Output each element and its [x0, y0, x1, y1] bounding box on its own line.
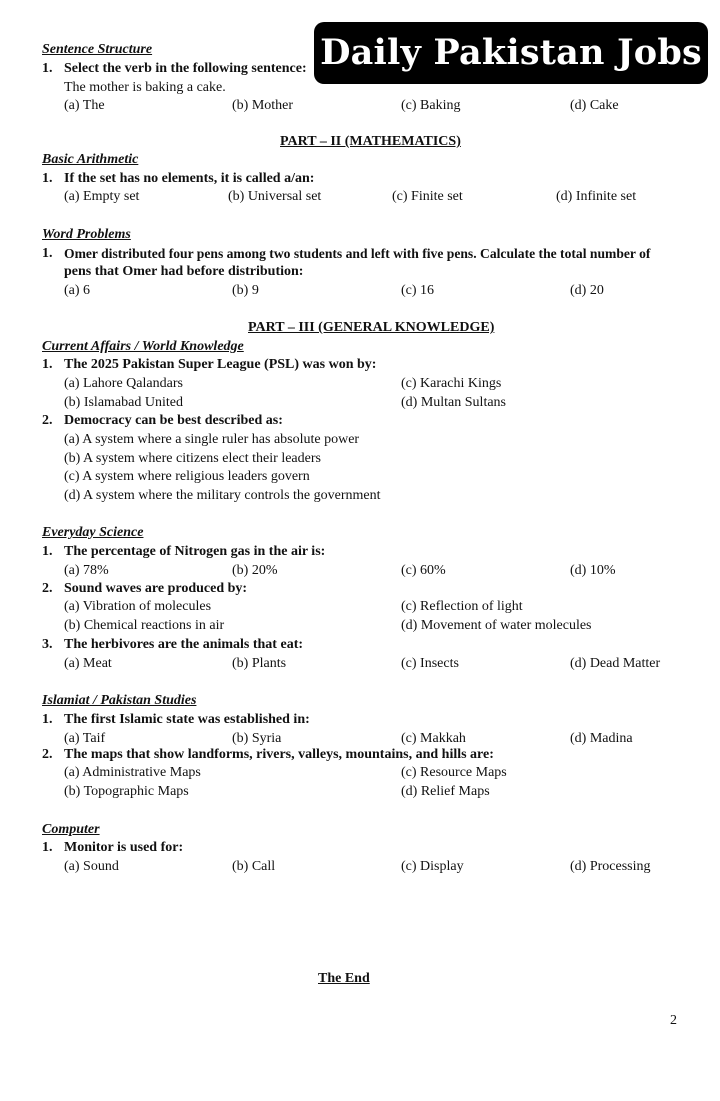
question-text: The maps that show landforms, rivers, valleys, mountains, and hills are: — [64, 747, 494, 762]
option-d: (d) Cake — [570, 98, 619, 113]
option-a: (a) Empty set — [64, 189, 140, 204]
option-a: (a) Lahore Qalandars — [64, 376, 183, 391]
question-number: 1. — [42, 357, 53, 372]
question-sentence: The mother is baking a cake. — [64, 80, 226, 95]
option-d: (d) Relief Maps — [401, 784, 490, 799]
question-number: 3. — [42, 637, 53, 652]
option-a: (a) Vibration of molecules — [64, 599, 212, 614]
option-d: (d) 10% — [570, 563, 616, 578]
option-b: (b) Islamabad United — [64, 395, 183, 410]
question-number: 2. — [42, 581, 53, 596]
part-title-general-knowledge: PART – III (GENERAL KNOWLEDGE) — [248, 320, 495, 335]
option-c: (c) Resource Maps — [401, 765, 507, 780]
question-number: 1. — [42, 712, 53, 727]
option-c: (c) Finite set — [392, 189, 463, 204]
option-b: (b) Plants — [232, 656, 287, 671]
option-c: (c) Baking — [401, 98, 461, 113]
section-heading-word-problems: Word Problems — [42, 227, 131, 242]
question-number: 1. — [42, 246, 53, 261]
option-a: (a) Taif — [64, 731, 106, 746]
question-text: The 2025 Pakistan Super League (PSL) was won by: — [64, 357, 377, 372]
question-text-line-2: pens that Omer had before distribution: — [64, 264, 304, 279]
option-d: (d) Processing — [570, 859, 651, 874]
question-text-line-1: Omer distributed four pens among two students and left with five pens. Calculate the total number of — [64, 246, 651, 261]
option-a: (a) The — [64, 98, 105, 113]
option-b: (b) Mother — [232, 98, 294, 113]
section-heading-everyday-science: Everyday Science — [42, 525, 144, 540]
option-d: (d) Infinite set — [556, 189, 637, 204]
option-c: (c) Makkah — [401, 731, 466, 746]
option-c: (c) Display — [401, 859, 464, 874]
option-c: (c) 16 — [401, 283, 435, 298]
question-number: 1. — [42, 61, 53, 76]
page-number: 2 — [670, 1013, 677, 1028]
option-c: (c) 60% — [401, 563, 446, 578]
question-text: If the set has no elements, it is called a/an: — [64, 171, 315, 186]
option-d: (d) A system where the military controls the government — [64, 488, 381, 503]
option-c: (c) Karachi Kings — [401, 376, 502, 391]
question-text: Select the verb in the following sentence: — [64, 61, 307, 76]
option-d: (d) Dead Matter — [570, 656, 661, 671]
option-a: (a) Meat — [64, 656, 112, 671]
question-number: 1. — [42, 840, 53, 855]
option-a: (a) 6 — [64, 283, 91, 298]
option-b: (b) Universal set — [228, 189, 322, 204]
option-b: (b) 20% — [232, 563, 278, 578]
question-text: Democracy can be best described as: — [64, 413, 283, 428]
option-b: (b) 9 — [232, 283, 259, 298]
the-end-label: The End — [318, 971, 370, 986]
question-number: 1. — [42, 171, 53, 186]
option-a: (a) Administrative Maps — [64, 765, 201, 780]
question-number: 2. — [42, 747, 53, 762]
part-title-mathematics: PART – II (MATHEMATICS) — [280, 134, 461, 149]
option-c: (c) Reflection of light — [401, 599, 523, 614]
option-d: (d) Madina — [570, 731, 633, 746]
option-b: (b) Topographic Maps — [64, 784, 189, 799]
section-heading-islamiat: Islamiat / Pakistan Studies — [42, 693, 197, 708]
question-text: The herbivores are the animals that eat: — [64, 637, 304, 652]
option-b: (b) A system where citizens elect their leaders — [64, 451, 321, 466]
option-d: (d) Movement of water molecules — [401, 618, 592, 633]
option-c: (c) Insects — [401, 656, 459, 671]
site-banner: Daily Pakistan Jobs — [314, 22, 708, 84]
question-text: The percentage of Nitrogen gas in the air is: — [64, 544, 326, 559]
option-b: (b) Chemical reactions in air — [64, 618, 225, 633]
section-heading-basic-arithmetic: Basic Arithmetic — [42, 152, 139, 167]
question-text: Monitor is used for: — [64, 840, 184, 855]
option-b: (b) Syria — [232, 731, 282, 746]
option-d: (d) 20 — [570, 283, 604, 298]
option-a: (a) A system where a single ruler has absolute power — [64, 432, 360, 447]
option-c: (c) A system where religious leaders govern — [64, 469, 310, 484]
question-text: The first Islamic state was established in: — [64, 712, 310, 727]
section-heading-computer: Computer — [42, 822, 100, 837]
option-a: (a) 78% — [64, 563, 109, 578]
question-text: Sound waves are produced by: — [64, 581, 248, 596]
section-heading-sentence-structure: Sentence Structure — [42, 42, 153, 57]
section-heading-current-affairs: Current Affairs / World Knowledge — [42, 339, 244, 354]
option-b: (b) Call — [232, 859, 276, 874]
question-number: 1. — [42, 544, 53, 559]
option-d: (d) Multan Sultans — [401, 395, 506, 410]
question-number: 2. — [42, 413, 53, 428]
option-a: (a) Sound — [64, 859, 119, 874]
